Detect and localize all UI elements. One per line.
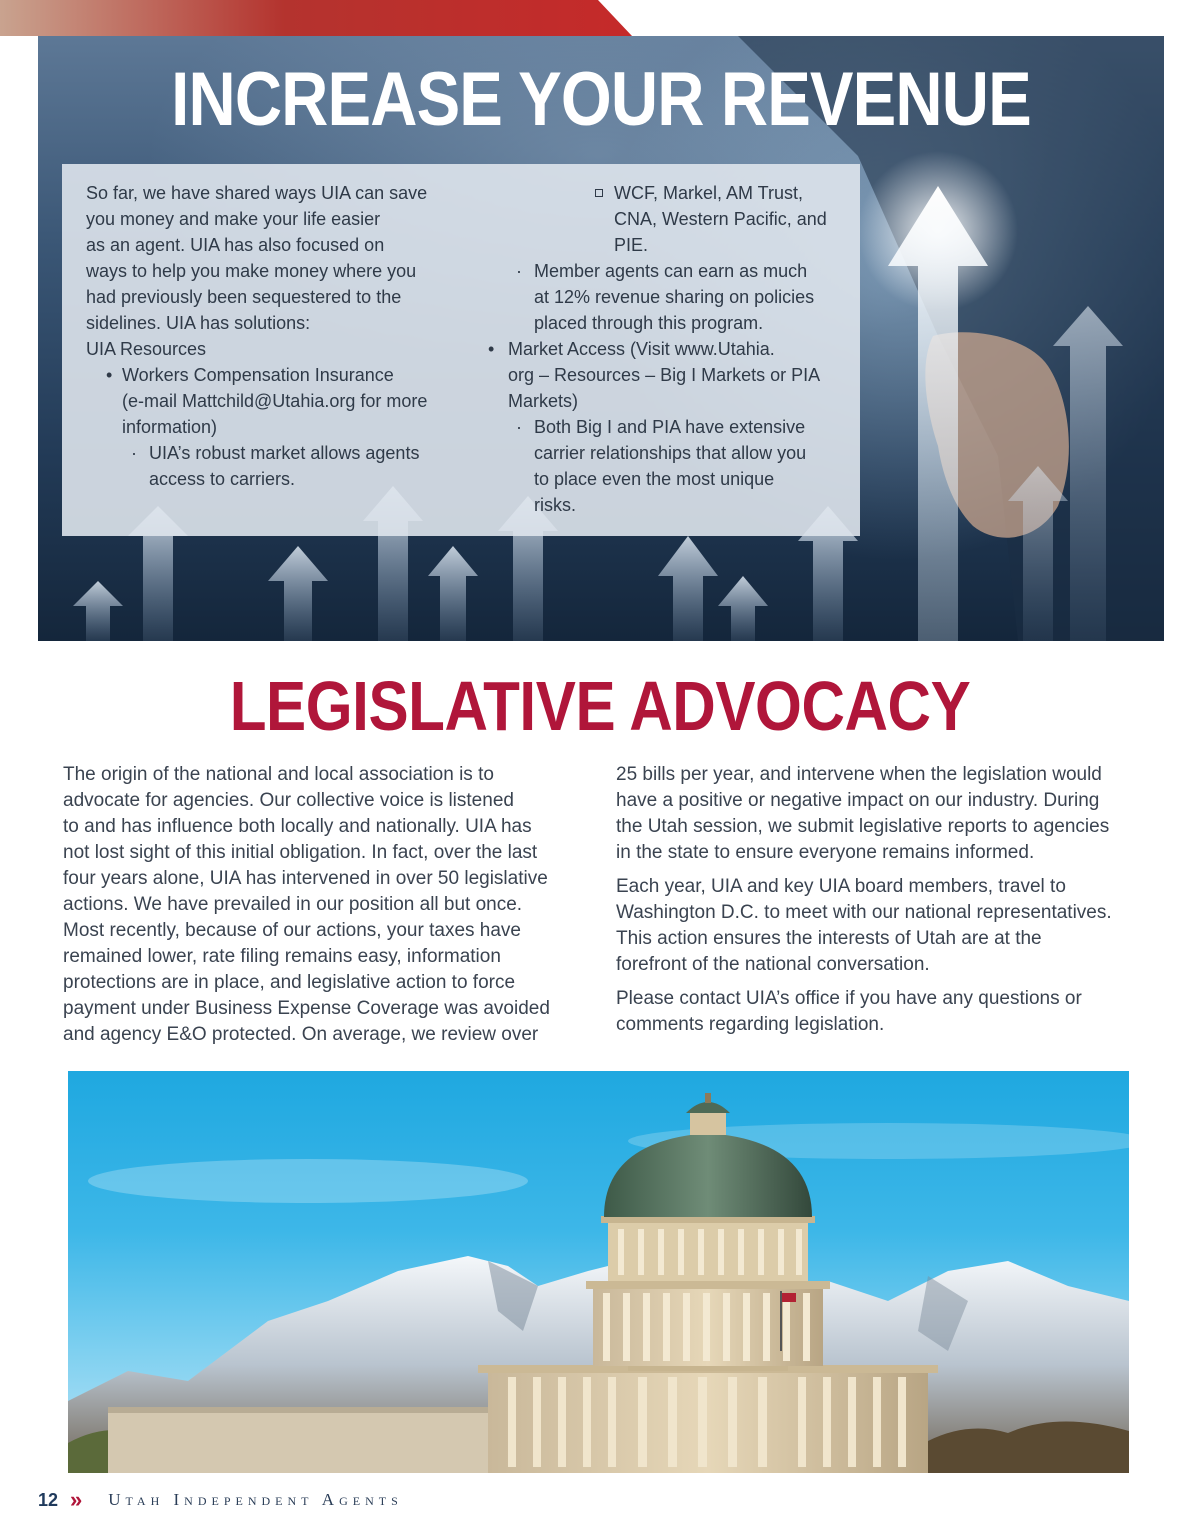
sub-bullet-icon: · xyxy=(516,261,522,281)
body-line: Each year, UIA and key UIA board members, travel to xyxy=(616,876,1066,897)
bullet-line: org – Resources – Big I Markets or PIA xyxy=(508,365,821,385)
sub-bullet-line: access to carriers. xyxy=(149,469,296,489)
top-accent-tab xyxy=(0,0,632,36)
list-item xyxy=(86,440,466,492)
bullet-line: Market Access (Visit www.Utahia. xyxy=(508,339,775,359)
bullet-icon: • xyxy=(106,365,113,385)
bullet-line: Markets) xyxy=(508,391,579,411)
body-line: and agency E&O protected. On average, we review over xyxy=(63,1024,539,1045)
sub-bullet-line: placed through this program. xyxy=(534,313,764,333)
sub-bullet-line: carrier relationships that allow you xyxy=(534,443,807,463)
sub-bullet-line: Both Big I and PIA have extensive xyxy=(534,417,806,437)
body-line: remained lower, rate filing remains easy, information xyxy=(63,946,501,967)
hero-title: INCREASE YOUR REVENUE xyxy=(171,57,1031,142)
body-line: forefront of the national conversation. xyxy=(616,954,930,975)
body-line: have a positive or negative impact on our industry. During xyxy=(616,790,1100,811)
legislative-column-left xyxy=(63,762,593,1048)
page-number: 12 xyxy=(38,1489,59,1510)
paragraph xyxy=(616,986,1156,1038)
legislative-advocacy-title: LEGISLATIVE ADVOCACY xyxy=(229,667,971,745)
list-item xyxy=(486,414,846,518)
body-line: four years alone, UIA has intervened in over 50 legislative xyxy=(63,868,548,889)
body-line: payment under Business Expense Coverage was avoided xyxy=(63,998,550,1019)
body-line: Most recently, because of our actions, your taxes have xyxy=(63,920,521,941)
body-line: to and has influence both locally and nationally. UIA has xyxy=(63,816,532,837)
body-line: This action ensures the interests of Utah are at the xyxy=(616,928,1042,949)
sub-bullet-line: UIA’s robust market allows agents xyxy=(149,443,420,463)
body-line: advocate for agencies. Our collective voice is listened xyxy=(63,790,514,811)
bullet-icon: • xyxy=(488,339,495,359)
body-line: actions. We have prevailed in our position all but once. xyxy=(63,894,523,915)
revenue-column-right xyxy=(486,180,846,518)
sub-bullet-icon: · xyxy=(131,443,137,463)
body-line: the Utah session, we submit legislative reports to agencies xyxy=(616,816,1110,837)
utah-capitol-photo xyxy=(68,1071,1129,1473)
square-bullet-icon xyxy=(595,189,603,197)
page-footer xyxy=(38,1487,403,1513)
intro-line: you money and make your life easier xyxy=(86,209,381,229)
sub-bullet-line: risks. xyxy=(534,495,576,515)
list-item xyxy=(486,336,846,414)
publication-name: Utah Independent Agents xyxy=(108,1490,403,1509)
sub-bullet-line: at 12% revenue sharing on policies xyxy=(534,287,815,307)
body-line: comments regarding legislation. xyxy=(616,1014,885,1035)
legislative-column-right xyxy=(616,762,1156,1046)
sub-bullet-line: to place even the most unique xyxy=(534,469,775,489)
sub-bullet-icon: · xyxy=(516,417,522,437)
bullet-line: (e-mail Mattchild@Utahia.org for more xyxy=(122,391,428,411)
subsub-bullet-line: PIE. xyxy=(614,235,649,255)
capitol-illustration xyxy=(68,1071,1129,1473)
intro-line: sidelines. UIA has solutions: xyxy=(86,313,311,333)
list-item xyxy=(486,180,846,258)
revenue-text-panel xyxy=(62,164,860,536)
chevron-double-right-icon: » xyxy=(70,1487,83,1512)
paragraph xyxy=(616,762,1156,866)
body-line: in the state to ensure everyone remains informed. xyxy=(616,842,1035,863)
body-line: protections are in place, and legislative action to force xyxy=(63,972,516,993)
list-item xyxy=(486,258,846,336)
list-item xyxy=(86,362,466,440)
body-line: The origin of the national and local association is to xyxy=(63,764,494,785)
bullet-line: Workers Compensation Insurance xyxy=(122,365,394,385)
intro-line: ways to help you make money where you xyxy=(86,261,417,281)
intro-line: So far, we have shared ways UIA can save xyxy=(86,183,428,203)
intro-line: had previously been sequestered to the xyxy=(86,287,402,307)
revenue-column-left xyxy=(86,180,466,492)
body-line: Washington D.C. to meet with our national representatives. xyxy=(616,902,1112,923)
intro-line: as an agent. UIA has also focused on xyxy=(86,235,385,255)
subsub-bullet-line: WCF, Markel, AM Trust, xyxy=(614,183,804,203)
body-line: Please contact UIA’s office if you have any questions or xyxy=(616,988,1082,1009)
sub-bullet-line: Member agents can earn as much xyxy=(534,261,808,281)
body-line: not lost sight of this initial obligation. In fact, over the last xyxy=(63,842,538,863)
increase-revenue-hero xyxy=(38,36,1164,641)
bullet-line: information) xyxy=(122,417,218,437)
paragraph xyxy=(616,874,1156,978)
body-line: 25 bills per year, and intervene when the legislation would xyxy=(616,764,1102,785)
subsub-bullet-line: CNA, Western Pacific, and xyxy=(614,209,827,229)
uia-resources-heading: UIA Resources xyxy=(86,339,207,359)
